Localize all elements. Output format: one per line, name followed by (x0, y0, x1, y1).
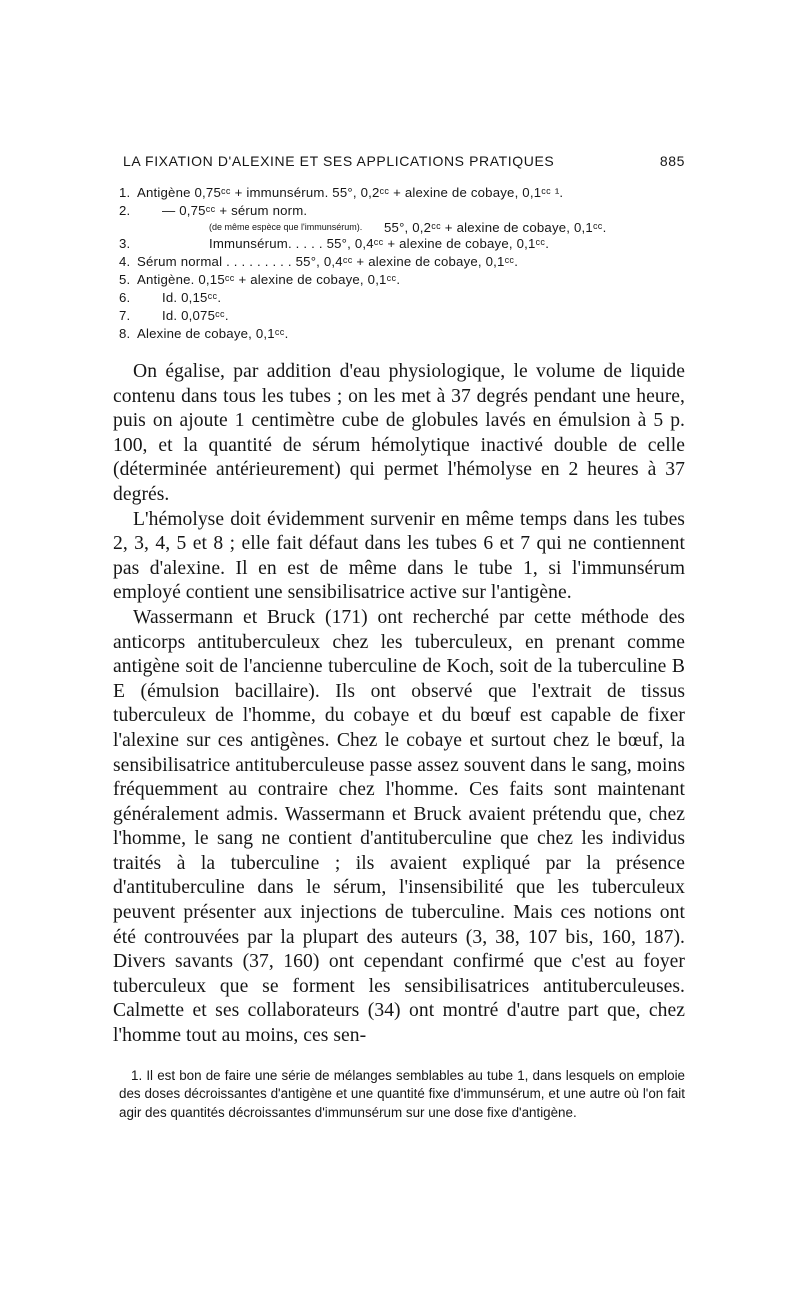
protocol-row-text: 55°, 0,2ᶜᶜ + alexine de cobaye, 0,1ᶜᶜ. (384, 220, 607, 235)
protocol-row (113, 325, 685, 343)
protocol-row-number: 2. (119, 203, 131, 218)
protocol-row (113, 220, 685, 235)
protocol-row-number: 5. (119, 272, 131, 287)
protocol-row-number: 1. (119, 185, 131, 200)
protocol-row (113, 253, 685, 271)
protocol-row-number: 8. (119, 326, 131, 341)
page-number: 885 (659, 153, 685, 169)
running-header (113, 150, 685, 172)
protocol-row (113, 271, 685, 289)
running-title: LA FIXATION D'ALEXINE ET SES APPLICATIONS PRATIQUES (123, 153, 555, 169)
protocol-row (113, 307, 685, 325)
protocol-row-text: Antigène 0,75ᶜᶜ + immunsérum. 55°, 0,2ᶜᶜ + alexine de cobaye, 0,1ᶜᶜ ¹. (137, 185, 564, 200)
protocol-row-number: 6. (119, 290, 131, 305)
paragraph: On égalise, par addition d'eau physiologique, le volume de liquide contenu dans tous les tubes ; on les met à 37 degrés pendant une heure, puis on ajoute 1 centimètre cube de globules lavés en émulsion à 5 p. 100, et la quantité de sérum hémolytique inactivé double de celle (déterminée antérieurement) qui permet l'hémolyse en 2 heures à 37 degrés. (113, 361, 685, 505)
paragraph: Wassermann et Bruck (171) ont recherché par cette méthode des anticorps antituberculeux chez les tuberculeux, en prenant comme antigène soit de l'ancienne tuberculine de Koch, soit de la tuberculine B E (émulsion bacillaire). Ils ont observé que l'extrait de tissus tuberculeux de l'homme, du cobaye et du bœuf est capable de fixer l'alexine sur ces antigènes. Chez le cobaye et surtout chez le bœuf, la sensibilisatrice antituberculeuse passe assez souvent dans le sang, moins fréquemment au contraire chez l'homme. Ces faits sont maintenant généralement admis. Wassermann et Bruck avaient prétendu que, chez l'homme, le sang ne contient d'antituberculine que chez les individus traités à la tuberculine ; ils avaient expliqué par la présence d'antituberculine dans le sérum, l'insensibilité que les tuberculeux peuvent présenter aux injections de tuberculine. Mais ces notions ont été controuvées par la plupart des auteurs (3, 38, 107 bis, 160, 187). Divers savants (37, 160) ont cependant confirmé que c'est au foyer tuberculeux que se forment les sensibilisatrices antituberculeuses. Calmette et ses collaborateurs (34) ont montré d'autre part que, chez l'homme tout au moins, ces sen- (113, 606, 685, 1047)
body-text (113, 360, 685, 1049)
protocol-row-number: 4. (119, 254, 131, 269)
protocol-row-text: Immunsérum. . . . . 55°, 0,4ᶜᶜ + alexine de cobaye, 0,1ᶜᶜ. (209, 236, 550, 251)
protocol-row-number: 7. (119, 308, 131, 323)
paragraph: L'hémolyse doit évidemment survenir en même temps dans les tubes 2, 3, 4, 5 et 8 ; elle fait défaut dans les tubes 6 et 7 qui ne contiennent pas d'alexine. Il en est de même dans le tube 1, si l'immunsérum employé contient une sensibilisatrice active sur l'antigène. (113, 508, 685, 604)
protocol-row-number: 3. (119, 236, 131, 251)
protocol-row (113, 184, 685, 202)
protocol-row-text: Id. 0,15ᶜᶜ. (162, 290, 222, 305)
protocol-row-note: (de même espèce que l'immunsérum). (209, 222, 363, 232)
experiment-protocol-list (113, 184, 685, 343)
book-page (113, 150, 685, 1122)
protocol-row-text: — 0,75ᶜᶜ + sérum norm. (162, 203, 308, 218)
footnote-text: 1. Il est bon de faire une série de mélanges semblables au tube 1, dans lesquels on emploie des doses décroissantes d'antigène et une quantité fixe d'immunsérum, et une autre où l'on fait agir des quantités décroissantes d'immunsérum sur une dose fixe d'antigène. (119, 1067, 685, 1120)
protocol-row (113, 235, 685, 253)
protocol-row (113, 202, 685, 220)
protocol-row-text: Id. 0,075ᶜᶜ. (162, 308, 229, 323)
protocol-row (113, 289, 685, 307)
protocol-row-text: Sérum normal . . . . . . . . . 55°, 0,4ᶜᶜ + alexine de cobaye, 0,1ᶜᶜ. (137, 254, 519, 269)
protocol-row-text: Alexine de cobaye, 0,1ᶜᶜ. (137, 326, 289, 341)
footnote (113, 1067, 685, 1123)
protocol-row-text: Antigène. 0,15ᶜᶜ + alexine de cobaye, 0,1ᶜᶜ. (137, 272, 401, 287)
